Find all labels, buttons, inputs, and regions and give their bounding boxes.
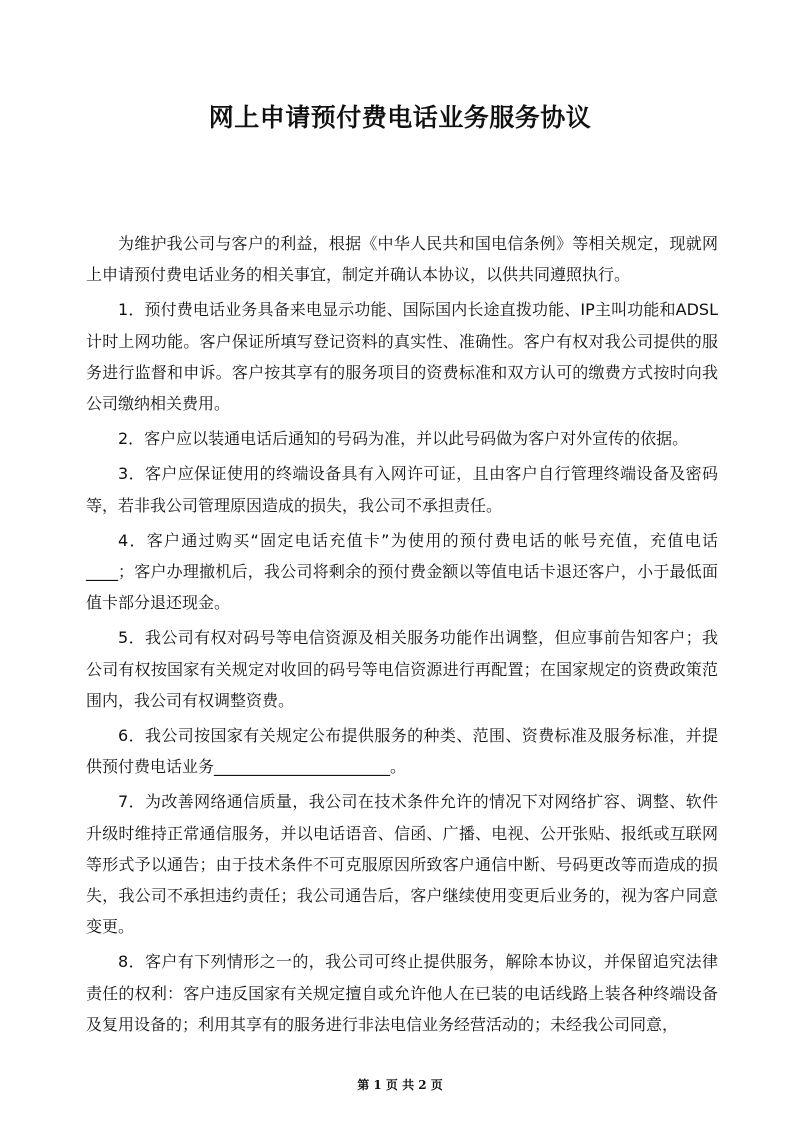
paragraph-clause-6: 6．我公司按国家有关规定公布提供服务的种类、范围、资费标准及服务标准，并提供预付费电话业务______________________。 [86, 726, 718, 777]
paragraph-clause-7: 7．为改善网络通信质量，我公司在技术条件允许的情况下对网络扩容、调整、软件升级时维持正常通信服务，并以电话语音、信函、广播、电视、公开张贴、报纸或互联网等形式予以通告；由于技术条件不可克服原因所致客户通信中断、号码更改等而造成的损失，我公司不承担违约责任；我公司通告后，客户继续使用变更后业务的，视为客户同意变更。 [86, 792, 718, 937]
paragraph-clause-2: 2．客户应以装通电话后通知的号码为准，并以此号码做为客户对外宣传的依据。 [118, 429, 689, 449]
paragraph-clause-4: 4．客户通过购买“固定电话充值卡”为使用的预付费电话的帐号充值，充值电话____；客户办理撤机后，我公司将剩余的预付费金额以等值电话卡退还客户，小于最低面值卡部分退还现金。 [86, 530, 718, 613]
document-title: 网上申请预付费电话业务服务协议 [208, 103, 592, 132]
paragraph-intro: 为维护我公司与客户的利益，根据《中华人民共和国电信条例》等相关规定，现就网上申请预付费电话业务的相关事宜，制定并确认本协议，以供共同遵照执行。 [86, 234, 718, 285]
paragraph-clause-1: 1．预付费电话业务具备来电显示功能、国际国内长途直拨功能、IP主叫功能和ADSL计时上网功能。客户保证所填写登记资料的真实性、准确性。客户有权对我公司提供的服务进行监督和申诉。客户按其享有的服务项目的资费标准和双方认可的缴费方式按时向我公司缴纳相关费用。 [86, 300, 718, 414]
paragraph-clause-5: 5．我公司有权对码号等电信资源及相关服务功能作出调整，但应事前告知客户；我公司有权按国家有关规定对收回的码号等电信资源进行再配置；在国家规定的资费政策范围内，我公司有权调整资费。 [86, 628, 718, 710]
paragraph-clause-8: 8．客户有下列情形之一的，我公司可终止提供服务，解除本协议，并保留追究法律责任的权利：客户违反国家有关规定擅自或允许他人在已装的电话线路上装各种终端设备及复用设备的；利用其享有的服务进行非法电信业务经营活动的；未经我公司同意， [86, 952, 718, 1034]
paragraph-clause-3: 3．客户应保证使用的终端设备具有入网许可证，且由客户自行管理终端设备及密码等，若非我公司管理原因造成的损失，我公司不承担责任。 [86, 464, 718, 515]
page-number-footer: 第 1 页 共 2 页 [357, 1078, 443, 1092]
document-body [86, 228, 718, 1044]
